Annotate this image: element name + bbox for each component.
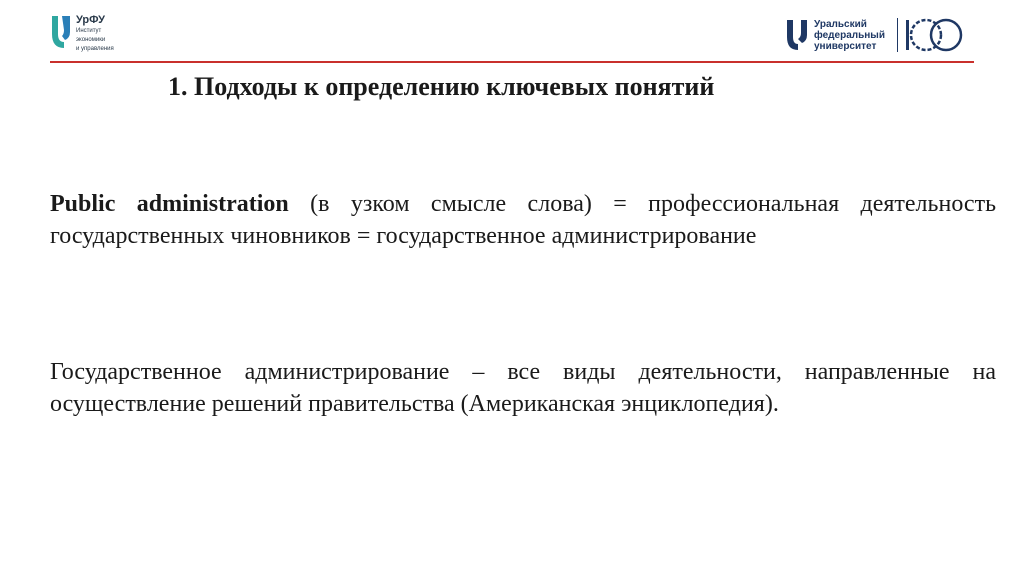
slide-header (0, 0, 1024, 70)
term-public-administration: Public administration (50, 191, 289, 217)
encyclopedia-paragraph: Государственное администрирование – все виды деятельности, направленные на осуществление решений правительства (Американская энциклопедия). (50, 359, 996, 417)
definition-paragraph (50, 188, 996, 252)
urfu-institute-logo (50, 14, 114, 53)
urfu-u-logo-icon (50, 14, 72, 50)
institute-line-3: и управления (76, 46, 114, 52)
institute-line-1: Институт (76, 28, 102, 34)
university-line-1: Уральский (814, 18, 867, 30)
ural-federal-university-logo (786, 16, 964, 54)
urfu-brand-text: УрФУ (76, 14, 105, 26)
header-divider-line (50, 61, 974, 63)
university-line-2: федеральный (814, 29, 885, 41)
definition-text: (в узком смысле слова) = профессиональная деятельность государственных чиновников = государственное администрирование (50, 191, 997, 249)
anniversary-100-emblem-icon (904, 16, 964, 54)
institute-line-2: экономики (76, 37, 106, 43)
urfu-emblem-icon (786, 19, 808, 51)
university-line-3: университет (814, 40, 877, 52)
logo-separator (897, 18, 898, 52)
slide-title: 1. Подходы к определению ключевых понятий (168, 72, 715, 101)
